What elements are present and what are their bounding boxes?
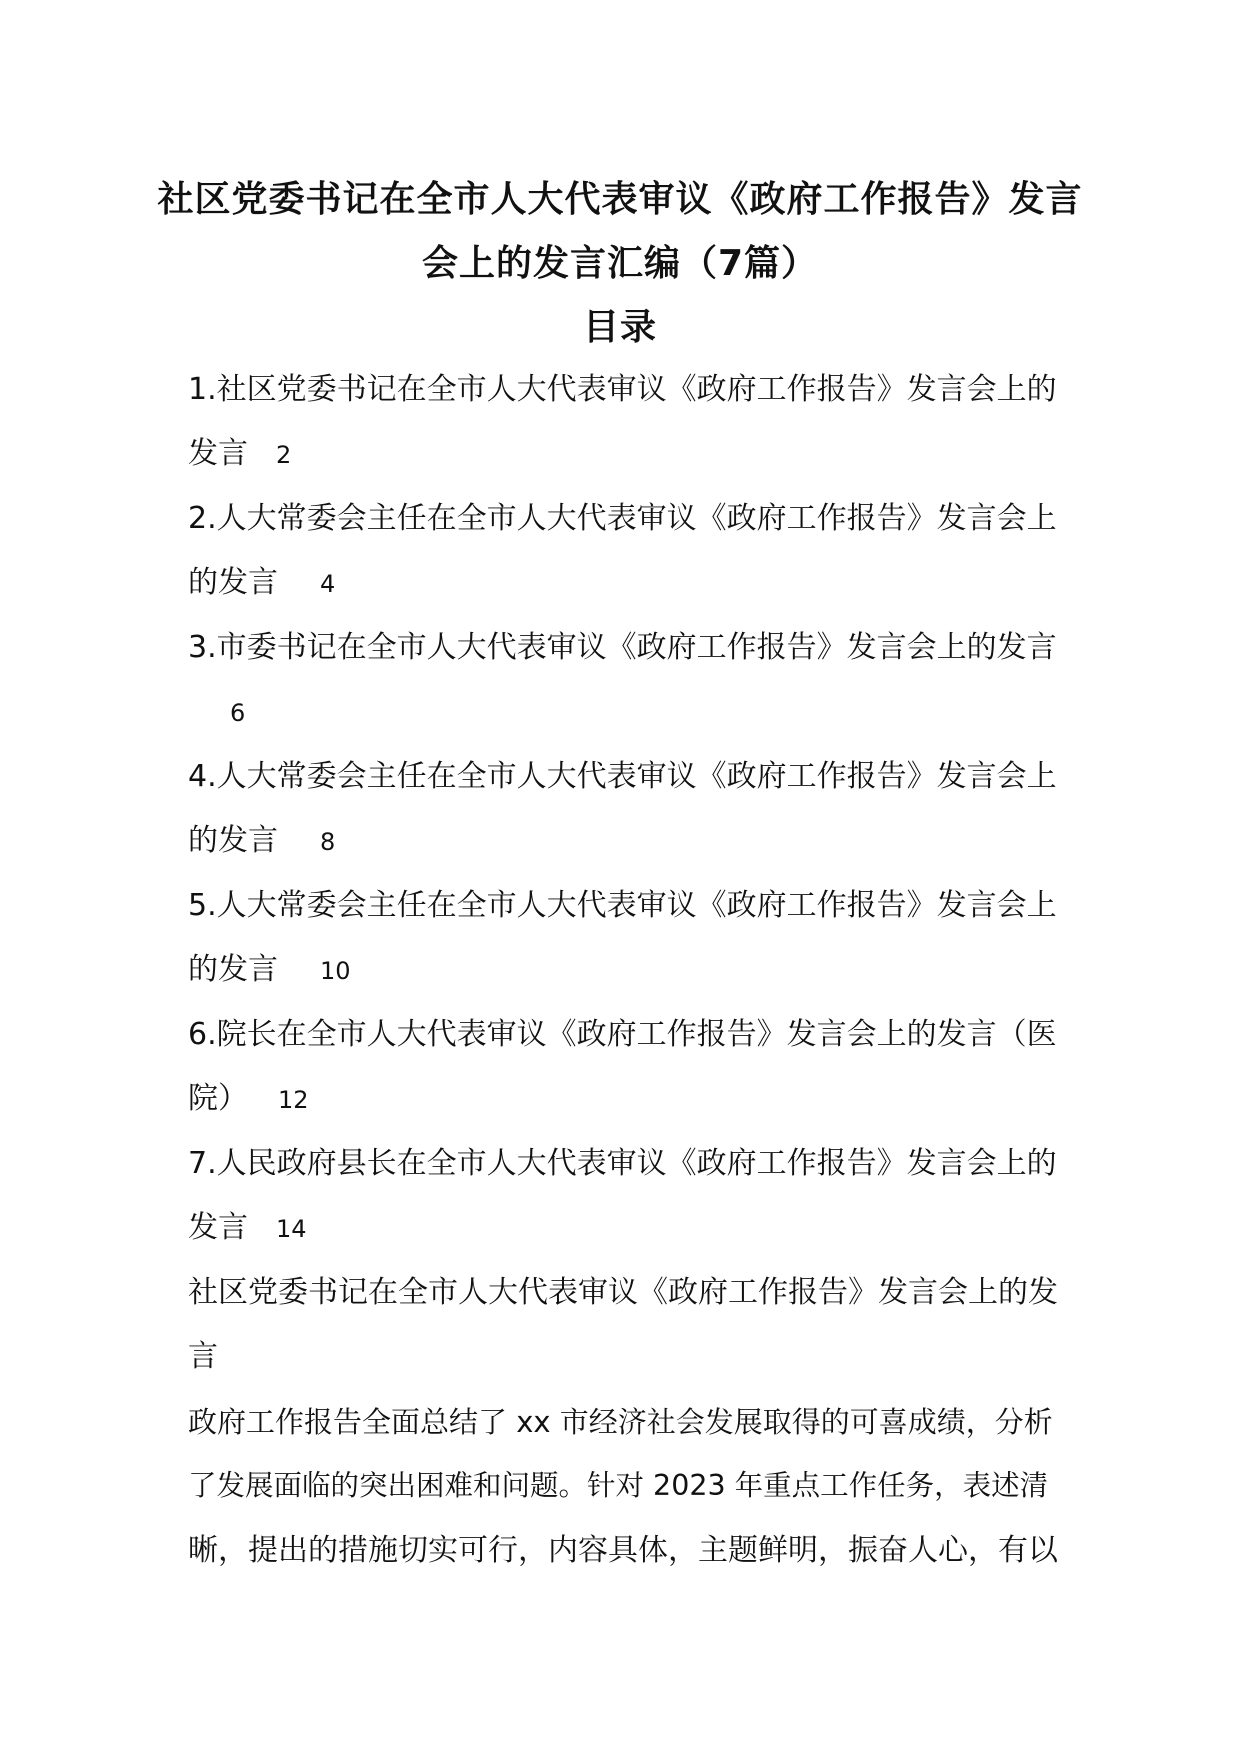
section-heading-line-2: 言 bbox=[188, 1339, 218, 1374]
toc-entry-4-title-end: 的发言 bbox=[188, 823, 278, 858]
body-text-line-3: 晰，提出的措施切实可行，内容具体，主题鲜明，振奋人心，有以 bbox=[188, 1533, 1058, 1568]
body-text-line-1: 政府工作报告全面总结了 xx 市经济社会发展取得的可喜成绩，分析 bbox=[188, 1405, 1053, 1439]
toc-entry-7-title[interactable]: 7.人民政府县长在全市人大代表审议《政府工作报告》发言会上的 bbox=[188, 1146, 1057, 1181]
toc-entry-4-title[interactable]: 4.人大常委会主任在全市人大代表审议《政府工作报告》发言会上 bbox=[188, 759, 1057, 794]
body-text-line-2: 了发展面临的突出困难和问题。针对 2023 年重点工作任务，表述清 bbox=[188, 1469, 1049, 1502]
toc-entry-2-title-end: 的发言 bbox=[188, 565, 278, 600]
toc-entry-1-page-number: 2 bbox=[276, 441, 292, 469]
toc-entry-1-continued[interactable] bbox=[188, 434, 1058, 475]
toc-entry-3-continued[interactable] bbox=[188, 692, 1058, 733]
toc-entry-1-title-end: 发言 bbox=[188, 436, 248, 471]
toc-entry-2-page-number: 4 bbox=[320, 570, 336, 598]
toc-entry-6-title-end: 院） bbox=[188, 1081, 248, 1116]
toc-heading: 目录 bbox=[582, 307, 657, 348]
toc-entry-1-title[interactable]: 1.社区党委书记在全市人大代表审议《政府工作报告》发言会上的 bbox=[188, 372, 1057, 407]
toc-entry-4-page-number: 8 bbox=[320, 828, 336, 856]
toc-entry-5-continued[interactable] bbox=[188, 950, 1058, 991]
toc-entry-7-continued[interactable] bbox=[188, 1208, 1058, 1249]
toc-entry-5-title[interactable]: 5.人大常委会主任在全市人大代表审议《政府工作报告》发言会上 bbox=[188, 888, 1057, 923]
toc-entry-5-page-number: 10 bbox=[320, 957, 351, 985]
toc-entry-3-title[interactable]: 3.市委书记在全市人大代表审议《政府工作报告》发言会上的发言 bbox=[188, 630, 1057, 665]
toc-entry-2-title[interactable]: 2.人大常委会主任在全市人大代表审议《政府工作报告》发言会上 bbox=[188, 501, 1057, 536]
toc-entry-7-title-end: 发言 bbox=[188, 1210, 248, 1245]
toc-entry-6-continued[interactable] bbox=[188, 1079, 1058, 1120]
document-title-line-1: 社区党委书记在全市人大代表审议《政府工作报告》发言 bbox=[157, 179, 1083, 220]
section-heading-line-1: 社区党委书记在全市人大代表审议《政府工作报告》发言会上的发 bbox=[188, 1275, 1058, 1310]
toc-entry-4-continued[interactable] bbox=[188, 821, 1058, 862]
toc-entry-6-title[interactable]: 6.院长在全市人大代表审议《政府工作报告》发言会上的发言（医 bbox=[188, 1017, 1057, 1052]
document-title-line-2: 会上的发言汇编（7篇） bbox=[421, 243, 819, 284]
toc-entry-2-continued[interactable] bbox=[188, 563, 1058, 604]
toc-entry-3-page-number: 6 bbox=[230, 699, 246, 727]
toc-entry-7-page-number: 14 bbox=[276, 1215, 307, 1243]
toc-entry-5-title-end: 的发言 bbox=[188, 952, 278, 987]
toc-entry-6-page-number: 12 bbox=[278, 1086, 309, 1114]
